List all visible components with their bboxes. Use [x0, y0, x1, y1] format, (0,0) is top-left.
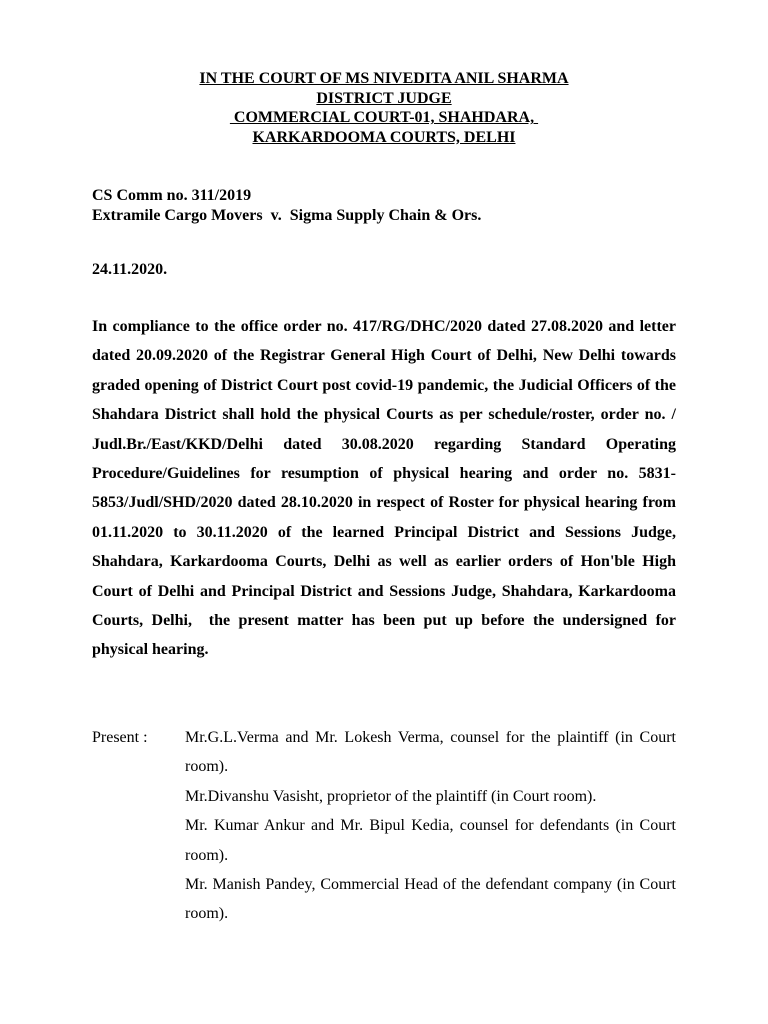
court-header-line-4: KARKARDOOMA COURTS, DELHI [252, 128, 516, 146]
present-list [185, 723, 676, 929]
case-details [92, 186, 692, 226]
present-entry: Mr. Manish Pandey, Commercial Head of the defendant company (in Court room). [185, 876, 676, 923]
compliance-paragraph: In compliance to the office order no. 417/RG/DHC/2020 dated 27.08.2020 and letter dated 20.09.2020 of the Registrar General High Court of Delhi, New Delhi towards graded opening of District Court post covid-19 pandemic, the Judicial Officers of the Shahdara District shall hold the physical Courts as per schedule/roster, order no. / Judl.Br./East/KKD/Delhi dated 30.08.2020 regarding Standard Operating Procedure/Guidelines for resumption of physical hearing and order no. 5831-5853/Judl/SHD/2020 dated 28.10.2020 in respect of Roster for physical hearing from 01.11.2020 to 30.11.2020 of the learned Principal District and Sessions Judge, Shahdara, Karkardooma Courts, Delhi as well as earlier orders of Hon'ble High Court of Delhi and Principal District and Sessions Judge, Shahdara, Karkardooma Courts, Delhi, the present matter has been put up before the undersigned for physical hearing. [92, 318, 684, 659]
present-label: Present : [92, 729, 148, 746]
present-entry: Mr.G.L.Verma and Mr. Lokesh Verma, counsel for the plaintiff (in Court room). [185, 729, 676, 776]
present-entry: Mr.Divanshu Vasisht, proprietor of the plaintiff (in Court room). [185, 787, 597, 805]
order-date: 24.11.2020. [92, 261, 168, 278]
case-number: CS Comm no. 311/2019 [92, 187, 252, 204]
case-title: Extramile Cargo Movers v. Sigma Supply Chain & Ors. [92, 207, 482, 224]
court-header-line-2: DISTRICT JUDGE [316, 89, 452, 107]
court-header-line-3: COMMERCIAL COURT-01, SHAHDARA, [229, 109, 539, 127]
court-header-line-1: IN THE COURT OF MS NIVEDITA ANIL SHARMA [199, 70, 569, 87]
present-entry: Mr. Kumar Ankur and Mr. Bipul Kedia, counsel for defendants (in Court room). [185, 817, 676, 864]
court-header [92, 69, 676, 147]
